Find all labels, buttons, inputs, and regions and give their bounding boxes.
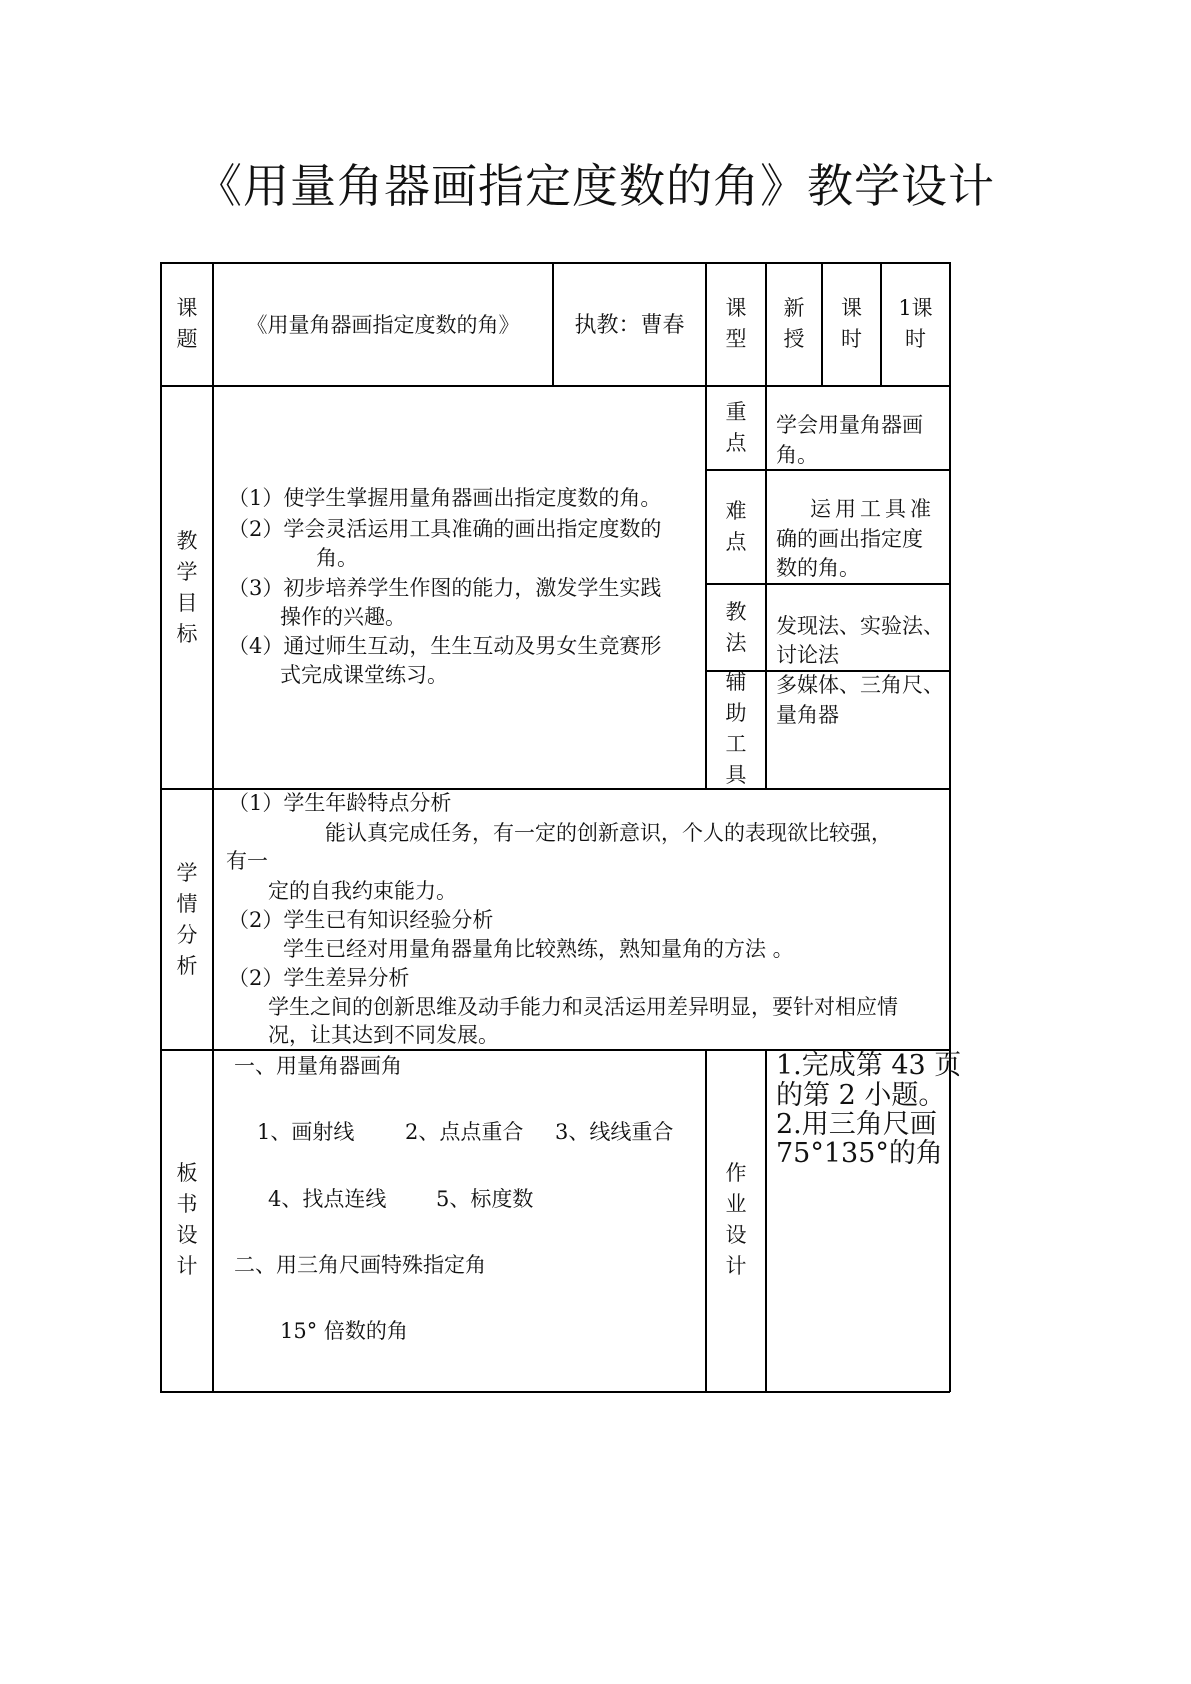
lesson-type-label: 课 型 [725, 296, 747, 351]
aids-text: 多媒体、三角尺、 [776, 673, 944, 697]
board-heading: 一、用量角器画角 [234, 1054, 402, 1078]
board-step: 3、线线重合 [555, 1120, 674, 1144]
goal-line: （1）使学生掌握用量角器画出指定度数的角。 [228, 486, 662, 510]
topic-label: 课 题 [176, 296, 198, 351]
difficulty-text: 确的画出指定度 [776, 527, 923, 551]
analysis-line: （1）学生年龄特点分析 [228, 791, 452, 815]
table-border-right [949, 262, 951, 1392]
homework-text: 75°135°的角 [776, 1138, 943, 1169]
table-border-top [160, 262, 950, 264]
board-note: 15° 倍数的角 [280, 1319, 408, 1343]
analysis-line: （2）学生差异分析 [228, 966, 410, 990]
teaching-method-text: 发现法、实验法、 [776, 614, 944, 638]
analysis-line: 况，让其达到不同发展。 [268, 1023, 499, 1047]
student-analysis-label: 学 情 分 析 [176, 861, 198, 978]
column-divider [212, 262, 214, 1392]
row-divider [705, 469, 950, 471]
page-title: 《用量角器画指定度数的角》教学设计 [196, 159, 995, 213]
difficulty-label: 难 点 [725, 499, 747, 554]
analysis-line: 能认真完成任务，有一定的创新意识，个人的表现欲比较强， [325, 821, 892, 845]
goal-line: （2）学会灵活运用工具准确的画出指定度数的 [228, 517, 662, 541]
board-step: 4、找点连线 [268, 1187, 387, 1211]
homework-text: 的第 2 小题。 [776, 1080, 946, 1111]
aids-text: 量角器 [776, 703, 839, 727]
goal-line: 操作的兴趣。 [280, 605, 406, 629]
lesson-type-value: 新 授 [783, 296, 805, 351]
goals-label: 教 学 目 标 [176, 529, 198, 646]
analysis-line: 有一 [226, 849, 268, 873]
board-step: 1、画射线 [257, 1120, 355, 1144]
teacher-name: 执教：曹春 [574, 312, 685, 338]
homework-text: 2.用三角尺画 [776, 1109, 937, 1140]
analysis-line: （2）学生已有知识经验分析 [228, 908, 494, 932]
homework-label: 作 业 设 计 [725, 1161, 747, 1278]
class-hours-value: 1课 时 [898, 296, 933, 351]
homework-text: 1.完成第 43 页 [776, 1050, 962, 1081]
aids-label: 辅 助 工 具 [725, 670, 747, 787]
table-border-bottom [160, 1391, 950, 1393]
board-step: 5、标度数 [436, 1187, 534, 1211]
column-divider [765, 1049, 767, 1392]
analysis-line: 学生已经对用量角器量角比较熟练，熟知量角的方法 。 [283, 937, 794, 961]
difficulty-text: 运用工具准 [810, 497, 935, 521]
analysis-line: 学生之间的创新思维及动手能力和灵活运用差异明显，要针对相应情 [268, 995, 898, 1019]
board-step: 2、点点重合 [405, 1120, 524, 1144]
analysis-line: 定的自我约束能力。 [268, 879, 457, 903]
goal-line: （3）初步培养学生作图的能力，激发学生实践 [228, 576, 662, 600]
class-hours-label: 课 时 [841, 296, 862, 351]
key-point-label: 重 点 [725, 400, 747, 455]
key-point-text: 角。 [776, 443, 818, 467]
teaching-method-label: 教 法 [725, 600, 747, 655]
topic-title: 《用量角器画指定度数的角》 [246, 312, 520, 337]
goal-line: （4）通过师生互动，生生互动及男女生竞赛形 [228, 634, 662, 658]
board-heading: 二、用三角尺画特殊指定角 [234, 1253, 486, 1277]
key-point-text: 学会用量角器画 [776, 413, 923, 437]
goal-line: 式完成课堂练习。 [280, 663, 448, 687]
difficulty-text: 数的角。 [776, 556, 860, 580]
board-design-label: 板 书 设 计 [176, 1161, 198, 1278]
teaching-method-text: 讨论法 [776, 643, 839, 667]
goal-line: 角。 [316, 546, 358, 570]
row-divider [160, 385, 950, 387]
